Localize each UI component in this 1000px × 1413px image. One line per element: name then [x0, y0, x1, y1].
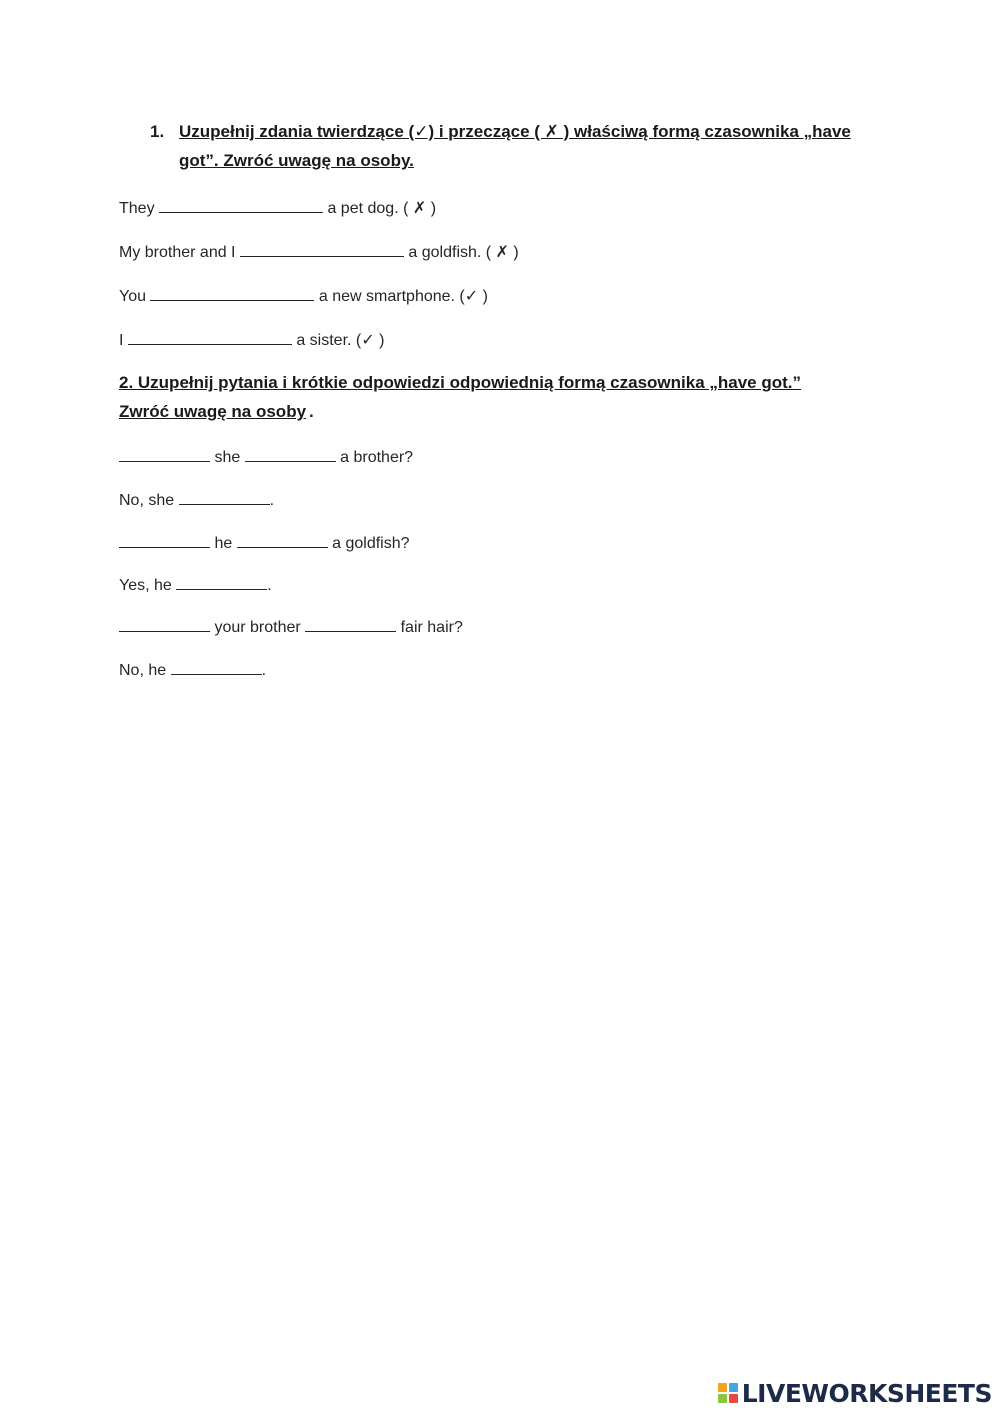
- answer-blank[interactable]: [240, 241, 404, 257]
- exercise-1-heading-line-1: Uzupełnij zdania twierdzące (✓) i przeczące ( ✗ ) właściwą formą czasownika „have: [179, 122, 851, 141]
- item-text-after: a new smartphone. (✓ ): [314, 288, 488, 305]
- exercise-2-question-1: [119, 446, 413, 468]
- item-text-before: I: [119, 332, 128, 349]
- exercise-2-heading-line-1: 2. Uzupełnij pytania i krótkie odpowiedzi odpowiednią formą czasownika „have got.”: [119, 373, 802, 392]
- exercise-1-item-1: [119, 197, 436, 219]
- exercise-1-item-4: [119, 329, 384, 351]
- question-text-end: a brother?: [335, 449, 414, 466]
- question-text-middle: your brother: [210, 619, 306, 636]
- liveworksheets-logo: [718, 1378, 992, 1408]
- exercise-1-item-3: [119, 285, 488, 307]
- item-text-after: a goldfish. ( ✗ ): [403, 244, 519, 261]
- answer-blank[interactable]: [119, 616, 210, 632]
- liveworksheets-logo-text: LIVEWORKSHEETS: [741, 1378, 992, 1408]
- answer-blank[interactable]: [237, 532, 328, 548]
- answer-blank[interactable]: [159, 197, 323, 213]
- liveworksheets-logo-icon: [718, 1383, 738, 1403]
- exercise-2-question-2: [119, 532, 410, 554]
- item-text-after: a sister. (✓ ): [291, 332, 385, 349]
- answer-blank[interactable]: [176, 574, 267, 590]
- item-text-before: They: [119, 200, 160, 217]
- question-text-middle: she: [210, 449, 245, 466]
- answer-text-end: .: [267, 577, 272, 594]
- exercise-2-heading-period: .: [309, 402, 314, 421]
- logo-square: [718, 1383, 727, 1392]
- answer-text-start: No, he: [119, 662, 171, 679]
- item-text-before: My brother and I: [119, 244, 240, 261]
- logo-square: [718, 1394, 727, 1403]
- logo-square: [729, 1394, 738, 1403]
- item-text-before: You: [119, 288, 151, 305]
- exercise-2-question-3: [119, 616, 463, 638]
- answer-blank[interactable]: [150, 285, 314, 301]
- answer-blank[interactable]: [171, 659, 262, 675]
- answer-blank[interactable]: [245, 446, 336, 462]
- answer-text-start: Yes, he: [119, 577, 177, 594]
- logo-square: [729, 1383, 738, 1392]
- answer-text-end: .: [261, 662, 267, 679]
- item-text-after: a pet dog. ( ✗ ): [323, 200, 437, 217]
- exercise-2-heading-line-2: Zwróć uwagę na osoby: [119, 402, 307, 421]
- answer-blank[interactable]: [119, 446, 210, 462]
- question-text-end: fair hair?: [396, 619, 463, 636]
- answer-blank[interactable]: [128, 329, 292, 345]
- exercise-2-answer-3: [119, 659, 266, 681]
- answer-blank[interactable]: [305, 616, 396, 632]
- exercise-2-answer-2: [119, 574, 272, 596]
- exercise-1-number: 1.: [150, 122, 165, 141]
- answer-blank[interactable]: [179, 489, 270, 505]
- answer-blank[interactable]: [119, 532, 210, 548]
- question-text-middle: he: [210, 535, 237, 552]
- answer-text-end: .: [269, 492, 275, 509]
- answer-text-start: No, she: [119, 492, 179, 509]
- exercise-2-answer-1: [119, 489, 274, 511]
- question-text-end: a goldfish?: [327, 535, 410, 552]
- exercise-1-heading-line-2: got”. Zwróć uwagę na osoby.: [179, 151, 414, 170]
- exercise-1-item-2: [119, 241, 519, 263]
